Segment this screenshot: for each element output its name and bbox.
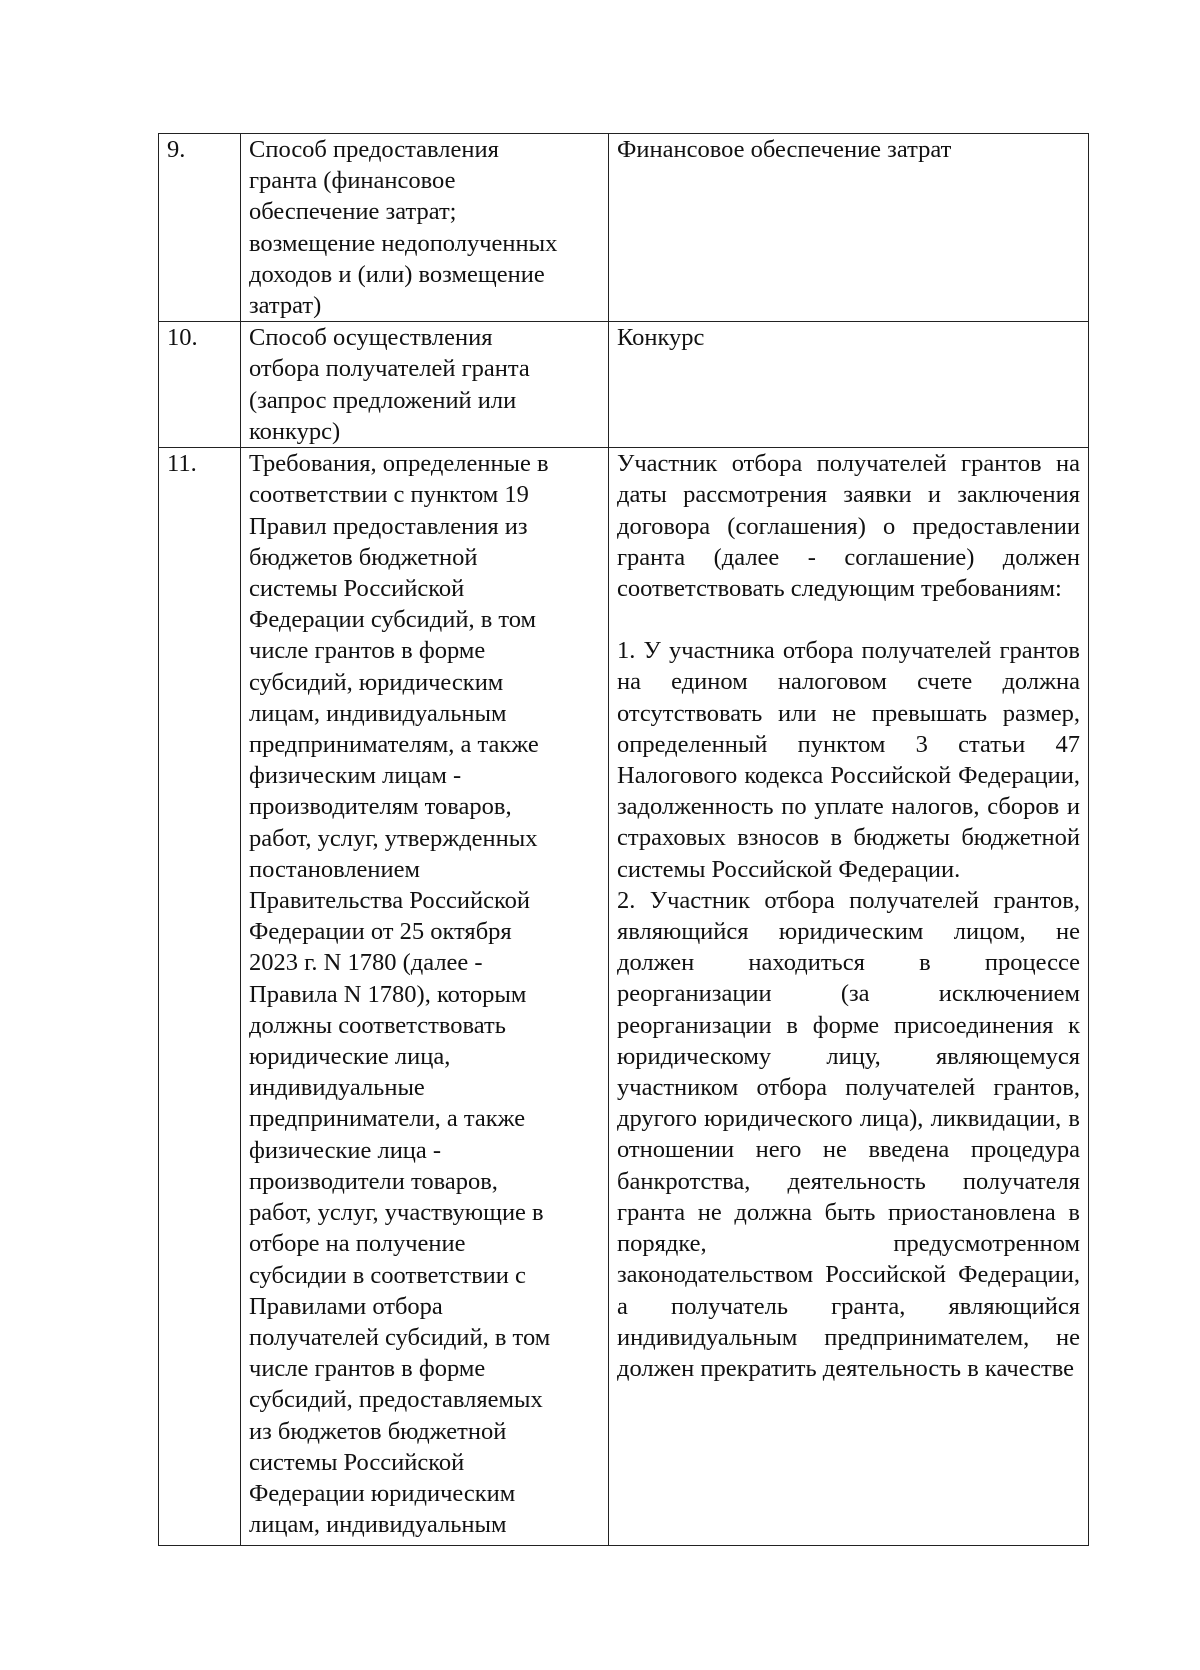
row-number: 9. xyxy=(159,134,241,322)
row-parameter: Способ предоставления гранта (финансовое обеспечение затрат; возмещение недополученных доходов и (или) возмещение затрат) xyxy=(241,134,609,322)
requirements-intro: Участник отбора получателей грантов на даты рассмотрения заявки и заключения договора (соглашения) о предоставлении гранта (далее - соглашение) должен соответствовать следующим требованиям: xyxy=(617,450,1080,603)
row-number: 11. xyxy=(159,448,241,1546)
paragraph-gap xyxy=(617,604,1080,635)
row-parameter: Способ осуществления отбора получателей гранта (запрос предложений или конкурс) xyxy=(241,322,609,448)
table-row xyxy=(159,322,1089,448)
row-parameter: Требования, определенные в соответствии с пунктом 19 Правил предоставления из бюджетов бюджетной системы Российской Федерации субсидий, в том числе грантов в форме субсидий, юридическим лицам, индивидуальным предпринимателям, а также физическим лицам - производителям товаров, работ, услуг, утвержденных постановлением Правительства Российской Федерации от 25 октября 2023 г. N 1780 (далее - Правила N 1780), которым должны соответствовать юридические лица, индивидуальные предприниматели, а также физические лица - производители товаров, работ, услуг, участвующие в отборе на получение субсидии в соответствии с Правилами отбора получателей субсидий, в том числе грантов в форме субсидий, предоставляемых из бюджетов бюджетной системы Российской Федерации юридическим лицам, индивидуальным xyxy=(241,448,609,1546)
table-row xyxy=(159,448,1089,1546)
row-value-cell xyxy=(609,448,1089,1546)
requirement-item-2: 2. Участник отбора получателей грантов, являющийся юридическим лицом, не должен находиться в процессе реорганизации (за исключением реорганизации в форме присоединения к юридическому лицу, являющемуся участником отбора получателей грантов, другого юридического лица), ликвидации, в отношении него не введена процедура банкротства, деятельность получателя гранта не должна быть приостановлена в порядке, предусмотренном законодательством Российской Федерации, а получатель гранта, являющийся индивидуальным предпринимателем, не должен прекратить деятельность в качестве xyxy=(617,886,1080,1382)
row-value: Конкурс xyxy=(609,322,1089,448)
row-number: 10. xyxy=(159,322,241,448)
requirements-table xyxy=(158,133,1089,1546)
requirement-item-1: 1. У участника отбора получателей грантов на едином налоговом счете должна отсутствовать или не превышать размер, определенный пунктом 3 статьи 47 Налогового кодекса Российской Федерации, задолженность по уплате налогов, сборов и страховых взносов в бюджеты бюджетной системы Российской Федерации. xyxy=(617,637,1080,883)
table-row xyxy=(159,134,1089,322)
row-value: Финансовое обеспечение затрат xyxy=(609,134,1089,322)
